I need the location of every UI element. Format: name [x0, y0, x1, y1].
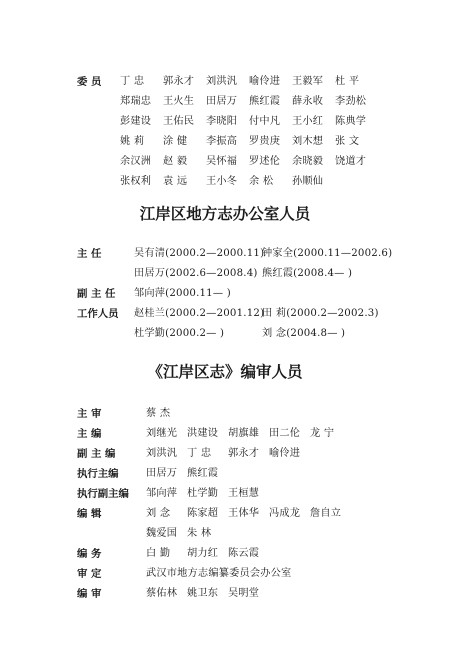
editorial-row — [0, 585, 450, 603]
office-row — [0, 245, 450, 263]
committee-label: 委 员 — [77, 76, 102, 88]
staff-entry: 赵桂兰(2000.2—2001.12) — [134, 308, 265, 319]
member-name: 李劲松 — [335, 96, 367, 107]
editor-name: 郭永才 — [228, 448, 260, 459]
member-name: 薛永收 — [292, 96, 324, 107]
staff-entry: 刘 念(2004.8— ) — [262, 328, 346, 339]
editor-name: 朱 林 — [187, 528, 212, 539]
deputy-label: 副 主 任 — [77, 288, 116, 300]
staff-entry: 田居万(2002.6—2008.4) — [134, 268, 258, 279]
editor-name: 陈家超 — [187, 508, 219, 519]
member-name: 余汉洲 — [120, 156, 152, 167]
staff-entry: 杜学勤(2000.2— ) — [134, 328, 225, 339]
role-label: 编 审 — [77, 588, 102, 600]
staff-entry: 邹向萍(2000.11— ) — [134, 288, 231, 299]
editor-name: 刘洪汎 — [146, 448, 178, 459]
member-name: 陈典学 — [335, 116, 367, 127]
member-name: 郭永才 — [163, 76, 195, 87]
committee-row — [0, 93, 450, 111]
member-name: 罗述伦 — [249, 156, 281, 167]
editor-name: 姚卫东 — [187, 588, 219, 599]
editor-name: 陈云霞 — [228, 548, 260, 559]
editor-name: 胡旗雄 — [228, 428, 260, 439]
editor-name: 武汉市地方志编纂委员会办公室 — [146, 568, 292, 579]
editor-name: 田居万 — [146, 468, 178, 479]
editor-name: 洪建设 — [187, 428, 219, 439]
member-name: 刘洪汎 — [206, 76, 238, 87]
committee-row — [0, 133, 450, 151]
editor-name: 刘继光 — [146, 428, 178, 439]
editorial-row — [0, 525, 450, 543]
member-name: 赵 毅 — [163, 156, 188, 167]
editorial-row — [0, 465, 450, 483]
office-row — [0, 265, 450, 283]
member-name: 郑瑞忠 — [120, 96, 152, 107]
member-name: 丁 忠 — [120, 76, 145, 87]
editor-name: 蔡 杰 — [146, 408, 171, 419]
editorial-row — [0, 545, 450, 563]
editorial-row — [0, 425, 450, 443]
member-name: 王小冬 — [206, 176, 238, 187]
editor-name: 詹自立 — [310, 508, 342, 519]
member-name: 杜 平 — [335, 76, 360, 87]
member-name: 王佑民 — [163, 116, 195, 127]
editorial-row — [0, 505, 450, 523]
editorial-row — [0, 445, 450, 463]
member-name: 彭建设 — [120, 116, 152, 127]
member-name: 涂 健 — [163, 136, 188, 147]
member-name: 王毅军 — [292, 76, 324, 87]
committee-row — [0, 153, 450, 171]
member-name: 王小红 — [292, 116, 324, 127]
editor-name: 刘 念 — [146, 508, 171, 519]
editorial-row — [0, 405, 450, 423]
staff-label: 工作人员 — [77, 308, 119, 320]
office-row — [0, 285, 450, 303]
member-name: 李晓阳 — [206, 116, 238, 127]
editor-name: 喻伶进 — [269, 448, 301, 459]
editor-name: 胡力红 — [187, 548, 219, 559]
member-name: 田居万 — [206, 96, 238, 107]
role-label: 审 定 — [77, 568, 102, 580]
committee-row — [0, 113, 450, 131]
role-label: 主 审 — [77, 408, 102, 420]
committee-row — [0, 173, 450, 191]
editor-name: 邹向萍 — [146, 488, 178, 499]
member-name: 喻伶进 — [249, 76, 281, 87]
editor-name: 冯成龙 — [269, 508, 301, 519]
editorial-heading: 《江岸区志》编审人员 — [147, 362, 303, 381]
member-name: 付中凡 — [249, 116, 281, 127]
member-name: 余 松 — [249, 176, 274, 187]
role-label: 编 务 — [77, 548, 102, 560]
role-label: 主 编 — [77, 428, 102, 440]
director-label: 主 任 — [77, 248, 102, 260]
committee-row — [0, 73, 450, 91]
editor-name: 王桓慧 — [228, 488, 260, 499]
member-name: 罗贵庚 — [249, 136, 281, 147]
role-label: 执行副主编 — [77, 488, 129, 500]
member-name: 张权利 — [120, 176, 152, 187]
member-name: 王火生 — [163, 96, 195, 107]
editor-name: 杜学勤 — [187, 488, 219, 499]
editor-name: 魏爱国 — [146, 528, 178, 539]
editor-name: 龙 宁 — [310, 428, 335, 439]
role-label: 副 主 编 — [77, 448, 116, 460]
member-name: 刘木想 — [292, 136, 324, 147]
editor-name: 田二伦 — [269, 428, 301, 439]
office-heading: 江岸区地方志办公室人员 — [139, 204, 311, 223]
member-name: 张 文 — [335, 136, 360, 147]
role-label: 执行主编 — [77, 468, 119, 480]
staff-entry: 田 莉(2000.2—2002.3) — [262, 308, 379, 319]
member-name: 孙顺仙 — [292, 176, 324, 187]
member-name: 吴怀福 — [206, 156, 238, 167]
role-label: 编 辑 — [77, 508, 102, 520]
member-name: 熊红霞 — [249, 96, 281, 107]
editor-name: 白 勤 — [146, 548, 171, 559]
editor-name: 熊红霞 — [187, 468, 219, 479]
office-row — [0, 325, 450, 343]
member-name: 姚 莉 — [120, 136, 145, 147]
staff-entry: 熊红霞(2008.4— ) — [262, 268, 353, 279]
office-row — [0, 305, 450, 323]
editorial-row — [0, 485, 450, 503]
editor-name: 王体华 — [228, 508, 260, 519]
member-name: 李振高 — [206, 136, 238, 147]
member-name: 余晓毅 — [292, 156, 324, 167]
editor-name: 丁 忠 — [187, 448, 212, 459]
editor-name: 蔡佑林 — [146, 588, 178, 599]
editor-name: 吴明堂 — [228, 588, 260, 599]
staff-entry: 钟家全(2000.11—2002.6) — [262, 248, 393, 259]
editorial-row — [0, 565, 450, 583]
member-name: 饶道才 — [335, 156, 367, 167]
staff-entry: 吴有清(2000.2—2000.11) — [134, 248, 265, 259]
member-name: 袁 远 — [163, 176, 188, 187]
